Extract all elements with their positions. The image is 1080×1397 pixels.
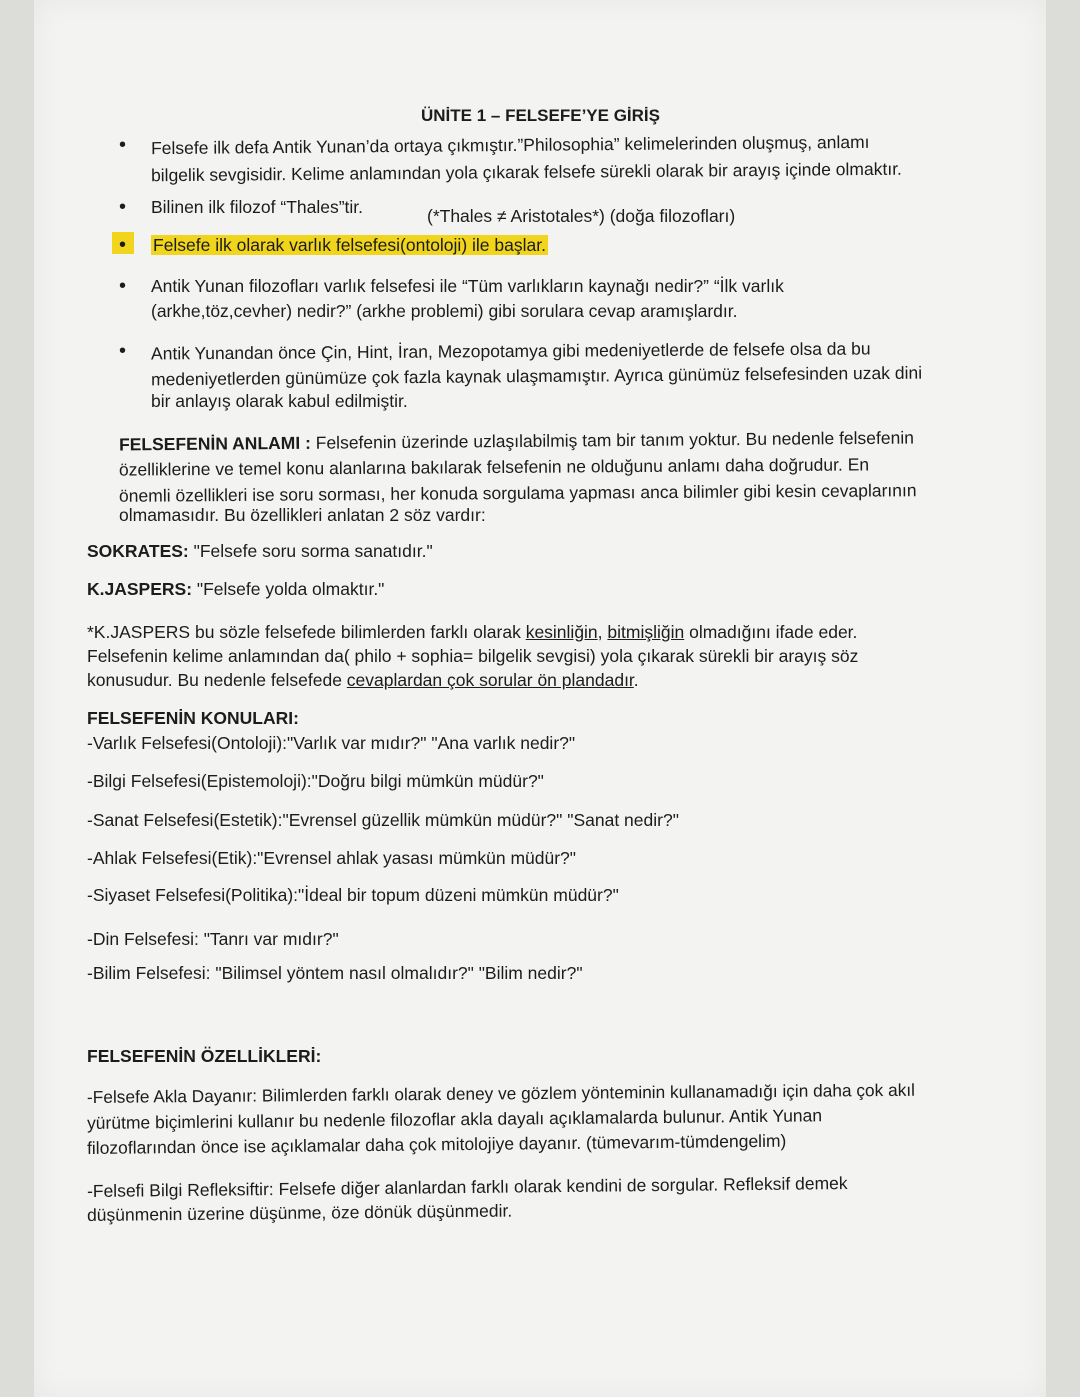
- underlined-phrase: cevaplardan çok sorular ön plandadır: [346, 670, 634, 690]
- topic-item: -Din Felsefesi: "Tanrı var mıdır?": [87, 929, 339, 949]
- topic-item: -Siyaset Felsefesi(Politika):"İdeal bir topum düzeni mümkün müdür?": [87, 885, 619, 905]
- quote-author: K.JASPERS:: [87, 579, 193, 599]
- meaning-text: Felsefenin üzerinde uzlaşılabilmiş tam bir tanım yoktur. Bu nedenle felsefenin: [310, 427, 915, 453]
- bullet-4-line-2: (arkhe,töz,cevher) nedir?” (arkhe problemi) gibi sorulara cevap aramışlardır.: [151, 301, 738, 321]
- features-heading: FELSEFENİN ÖZELLİKLERİ:: [87, 1046, 322, 1066]
- document-page: [34, 0, 1046, 1397]
- bullet-5-line-3: bir anlayış olarak kabul edilmiştir.: [151, 391, 408, 411]
- topic-item: -Ahlak Felsefesi(Etik):"Evrensel ahlak yasası mümkün müdür?": [87, 848, 576, 868]
- meaning-line-1: [119, 427, 914, 456]
- quote-text: "Felsefe soru sorma sanatıdır.": [188, 541, 433, 561]
- bullet-3-line-1: [151, 234, 548, 256]
- page-title: ÜNİTE 1 – FELSEFE’YE GİRİŞ: [421, 106, 660, 125]
- topic-item: -Bilim Felsefesi: "Bilimsel yöntem nasıl olmalıdır?" "Bilim nedir?": [87, 963, 583, 983]
- quote-text: "Felsefe yolda olmaktır.": [192, 579, 385, 599]
- feature-1-line-3: filozoflarından önce ise açıklamalar daha çok mitolojiye dayanır. (tümevarım-tümdengelim): [86, 1130, 787, 1158]
- meaning-heading: FELSEFENİN ANLAMI :: [118, 432, 311, 455]
- bullet-5-line-1: Antik Yunandan önce Çin, Hint, İran, Mezopotamya gibi medeniyetlerde de felsefe olsa da bu: [150, 338, 871, 364]
- quote-author: SOKRATES:: [87, 541, 189, 561]
- bullet-icon: •: [119, 340, 127, 362]
- quote-jaspers: [87, 578, 384, 600]
- highlighted-text: Felsefe ilk olarak varlık felsefesi(ontoloji) ile başlar.: [153, 235, 546, 255]
- feature-1-line-2: yürütme biçimlerini kullanır bu nedenle filozoflar akla dayalı açıklamalarda bulunur. Antik Yunan: [86, 1105, 823, 1133]
- underlined-word: bitmişliğin: [607, 622, 685, 642]
- bullet-5-line-2: medeniyetlerden günümüze çok fazla kaynak ulaşmamıştır. Ayrıca günümüz felsefesinden uzak dini: [150, 362, 923, 390]
- quote-sokrates: [87, 540, 433, 562]
- feature-2-line-2: düşünmenin üzerine düşünme, öze dönük düşünmedir.: [86, 1200, 513, 1225]
- bullet-1-line-2: bilgelik sevgisidir. Kelime anlamından yola çıkarak felsefe sürekli olarak bir arayış içinde olmaktır.: [150, 158, 902, 186]
- feature-2-line-1: -Felsefi Bilgi Refleksiftir: Felsefe diğer alanlardan farklı olarak kendini de sorgular. Refleksif demek: [86, 1173, 848, 1201]
- bullet-icon: •: [119, 234, 127, 256]
- bullet-2-line-1: Bilinen ilk filozof “Thales”tir.: [151, 197, 364, 217]
- underlined-word: kesinliğin: [525, 622, 598, 642]
- bullet-icon: •: [119, 275, 127, 297]
- meaning-line-3: önemli özellikleri ise soru sorması, her konuda sorgulama yapması anca bilimler gibi kesin cevaplarının: [118, 480, 917, 506]
- topic-item: -Varlık Felsefesi(Ontoloji):"Varlık var mıdır?" "Ana varlık nedir?": [87, 733, 576, 753]
- meaning-line-2: özelliklerine ve temel konu alanlarına bakılarak felsefenin ne olduğunu anlamı daha doğrudur. En: [118, 454, 870, 480]
- topics-heading: FELSEFENİN KONULARI:: [87, 708, 299, 728]
- topic-item: -Bilgi Felsefesi(Epistemoloji):"Doğru bilgi mümkün müdür?": [87, 771, 544, 791]
- bullet-1-line-1: Felsefe ilk defa Antik Yunan’da ortaya çıkmıştır.”Philosophia” kelimelerinden oluşmuş, anlamı: [150, 131, 870, 159]
- bullet-icon: •: [119, 134, 127, 156]
- bullet-4-line-1: Antik Yunan filozofları varlık felsefesi ile “Tüm varlıkların kaynağı nedir?” “İlk varlık: [151, 276, 784, 296]
- bullet-2-note: (*Thales ≠ Aristotales*) (doğa filozofları): [427, 206, 736, 226]
- jaspers-note-line-3: konusudur. Bu nedenle felsefede cevaplardan çok sorular ön plandadır.: [87, 670, 639, 690]
- topic-item: -Sanat Felsefesi(Estetik):"Evrensel güzellik mümkün müdür?" "Sanat nedir?": [87, 810, 679, 830]
- feature-1-line-1: -Felsefe Akla Dayanır: Bilimlerden farklı olarak deney ve gözlem yönteminin kullanamadığı için daha çok akıl: [86, 1079, 916, 1107]
- jaspers-note-line-1: *K.JASPERS bu sözle felsefede bilimlerden farklı olarak kesinliğin, bitmişliğin olmadığını ifade eder.: [87, 622, 858, 642]
- jaspers-note-line-2: Felsefenin kelime anlamından da( philo + sophia= bilgelik sevgisi) yola çıkarak sürekli bir arayış söz: [87, 646, 859, 666]
- meaning-line-4: olmamasıdır. Bu özellikleri anlatan 2 söz vardır:: [119, 505, 486, 525]
- bullet-icon: •: [119, 196, 127, 218]
